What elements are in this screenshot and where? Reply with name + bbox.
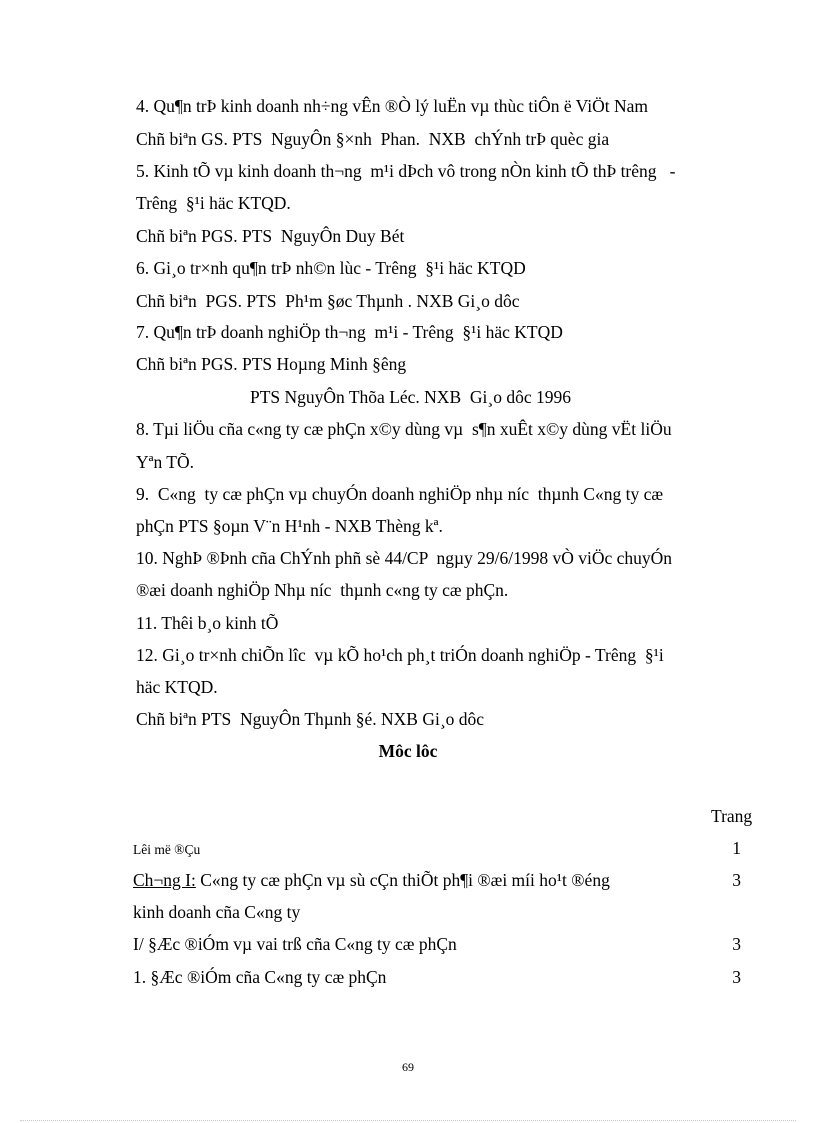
toc-entry-text: C«ng ty cæ phÇn vµ sù cÇn thiÕt ph¶i ®æi míi ho¹t ®éng [195,870,610,890]
reference-line: Chñ biªn PGS. PTS Ph¹m §øc Thµnh . NXB Gi¸o dôc [136,291,520,311]
toc-entry-prefix: Ch¬ng I: [133,870,196,890]
reference-line: 6. Gi¸o tr×nh qu¶n trÞ nh©n lùc - Trêng §¹i häc KTQD [136,258,526,278]
toc-entry-text: I/ §Æc ®iÓm vµ vai trß cña C«ng ty cæ phÇn [133,934,457,954]
reference-line: 4. Qu¶n trÞ kinh doanh nh÷ng vÊn ®Ò lý luËn vµ thùc tiÔn ë ViÖt Nam [136,96,649,116]
toc-entry-page: 3 [732,967,741,987]
toc-entry [133,966,741,988]
toc-entry-text: kinh doanh cña C«ng ty [133,902,301,922]
reference-line: 12. Gi¸o tr×nh chiÕn lîc vµ kÕ ho¹ch ph¸t triÓn doanh nghiÖp - Trêng §¹i [136,645,664,665]
toc-entry [133,933,741,955]
reference-line: häc KTQD. [136,677,218,697]
reference-line: 7. Qu¶n trÞ doanh nghiÖp th¬ng m¹i - Trêng §¹i häc KTQD [136,322,563,342]
reference-line: 11. Thêi b¸o kinh tÕ [136,613,279,633]
page-number: 69 [402,1060,414,1074]
reference-line: 5. Kinh tÕ vµ kinh doanh th¬ng m¹i dÞch vô trong nÒn kinh tÕ thÞ trêng - [136,161,676,181]
reference-line: Chñ biªn PGS. PTS NguyÔn Duy Bét [136,226,405,246]
reference-line: Chñ biªn PTS NguyÔn Thµnh §é. NXB Gi¸o dôc [136,709,485,729]
reference-line: PTS NguyÔn Thõa Léc. NXB Gi¸o dôc 1996 [250,387,571,407]
reference-line: Chñ biªn GS. PTS NguyÔn §×nh Phan. NXB chÝnh trÞ quèc gia [136,129,610,149]
reference-line: 8. Tµi liÖu cña c«ng ty cæ phÇn x©y dùng vµ s¶n xuÊt x©y dùng vËt liÖu [136,419,672,439]
toc-entry-page: 1 [732,838,741,858]
reference-line: Trêng §¹i häc KTQD. [136,193,291,213]
toc-entry-text: Lêi më ®Çu [133,842,201,857]
toc-entry [133,901,741,923]
toc-entry [133,837,741,861]
toc-entry-page: 3 [732,934,741,954]
reference-line: Chñ biªn PGS. PTS Hoµng Minh §êng [136,354,407,374]
toc-entry-page: 3 [732,870,741,890]
reference-line: 9. C«ng ty cæ phÇn vµ chuyÓn doanh nghiÖp nhµ níc thµnh C«ng ty cæ [136,484,664,504]
toc-title: Môc lôc [378,741,438,761]
reference-line: 10. NghÞ ®Þnh cña ChÝnh phñ sè 44/CP ngµy 29/6/1998 vÒ viÖc chuyÓn [136,548,673,568]
toc-entry-text: 1. §Æc ®iÓm cña C«ng ty cæ phÇn [133,967,387,987]
page-boundary-divider [20,1120,796,1121]
reference-line: Yªn TÕ. [136,452,194,472]
toc-entry [133,869,741,891]
reference-line: phÇn PTS §oµn V¨n H¹nh - NXB Thèng kª. [136,516,443,536]
reference-line: ®æi doanh nghiÖp Nhµ níc thµnh c«ng ty cæ phÇn. [136,580,509,600]
toc-page-header: Trang [711,806,753,826]
